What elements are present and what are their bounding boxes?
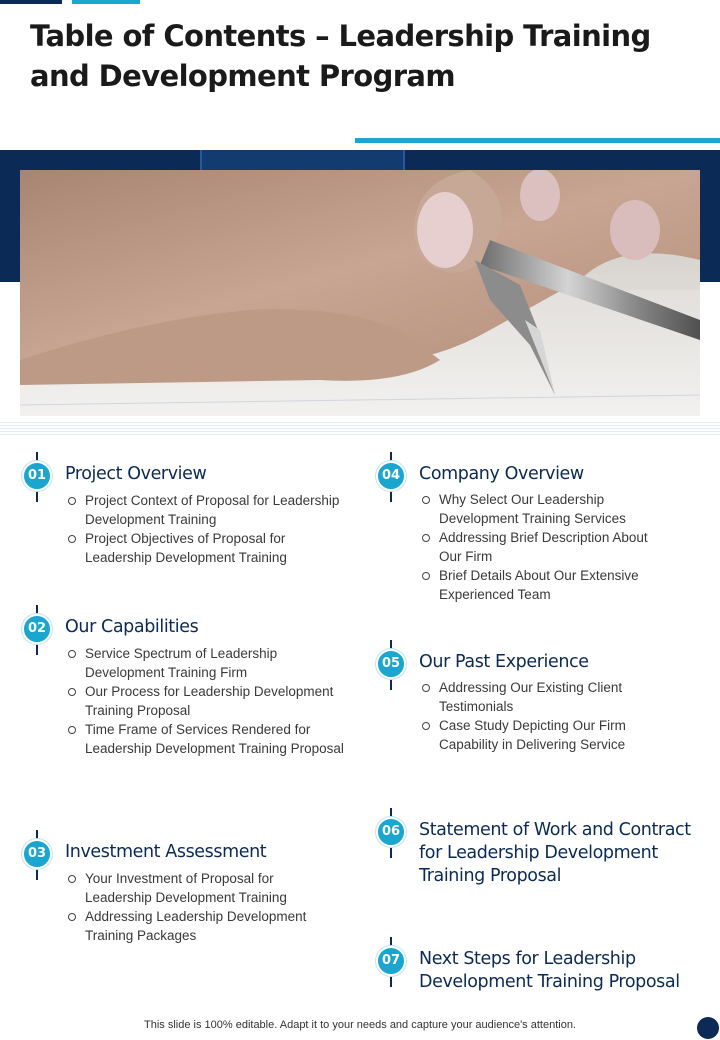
section-title: Our Capabilities [65, 617, 199, 637]
title-underline-accent [355, 138, 720, 143]
section-number-badge: 04 [376, 461, 406, 491]
section-badge-wrap [20, 452, 54, 502]
section-badge-wrap [20, 830, 54, 880]
top-accent-bar-navy [0, 0, 62, 4]
section-title: Company Overview [419, 464, 584, 484]
toc-section-06 [374, 808, 714, 898]
section-title: Our Past Experience [419, 652, 589, 672]
section-badge-wrap [374, 808, 408, 858]
decorative-stripes [0, 422, 720, 436]
section-items [65, 644, 345, 758]
section-item: Project Context of Proposal for Leadership Development Training [65, 491, 345, 529]
section-item: Addressing Our Existing Client Testimonials [419, 678, 659, 716]
section-item: Addressing Leadership Development Training Packages [65, 907, 335, 945]
footer-text: This slide is 100% editable. Adapt it to your needs and capture your audience's attention. [144, 1019, 576, 1031]
section-title: Next Steps for Leadership Development Training Proposal [419, 949, 680, 992]
section-item: Why Select Our Leadership Development Training Services [419, 490, 669, 528]
top-accent-bar-cyan [72, 0, 140, 4]
hero-photo-pen-writing [20, 170, 700, 416]
section-number-badge: 01 [22, 461, 52, 491]
toc-section-04 [374, 452, 704, 612]
section-badge-wrap [20, 605, 54, 655]
section-item: Addressing Brief Description About Our Firm [419, 528, 669, 566]
section-items [65, 491, 345, 567]
section-item: Project Objectives of Proposal for Leadership Development Training [65, 529, 345, 567]
section-number-badge: 05 [376, 649, 406, 679]
section-badge-wrap [374, 452, 408, 502]
section-item: Your Investment of Proposal for Leadership Development Training [65, 869, 335, 907]
section-number-badge: 06 [376, 817, 406, 847]
toc-section-01 [20, 452, 340, 582]
section-item: Case Study Depicting Our Firm Capability in Delivering Service [419, 716, 659, 754]
pen-writing-illustration [20, 170, 700, 416]
toc-section-03 [20, 830, 340, 950]
section-item: Brief Details About Our Extensive Experienced Team [419, 566, 669, 604]
section-title: Statement of Work and Contract for Leadership Development Training Proposal [419, 820, 691, 886]
corner-dot [697, 1017, 719, 1039]
section-item: Our Process for Leadership Development Training Proposal [65, 682, 345, 720]
section-number-badge: 02 [22, 614, 52, 644]
section-items [419, 490, 669, 604]
section-number-badge: 03 [22, 839, 52, 869]
section-badge-wrap [374, 640, 408, 690]
section-item: Time Frame of Services Rendered for Leadership Development Training Proposal [65, 720, 345, 758]
section-title: Project Overview [65, 464, 207, 484]
section-title: Investment Assessment [65, 842, 267, 862]
header-navy-tab [200, 150, 405, 170]
section-items [419, 678, 659, 754]
toc-section-07 [374, 937, 714, 1007]
section-badge-wrap [374, 937, 408, 987]
section-items [65, 869, 335, 945]
section-item: Service Spectrum of Leadership Development Training Firm [65, 644, 345, 682]
section-number-badge: 07 [376, 946, 406, 976]
toc-section-05 [374, 640, 704, 760]
toc-section-02 [20, 605, 344, 785]
footer-note [0, 1019, 720, 1031]
page-title: Table of Contents – Leadership Training and Development Program [30, 19, 651, 93]
